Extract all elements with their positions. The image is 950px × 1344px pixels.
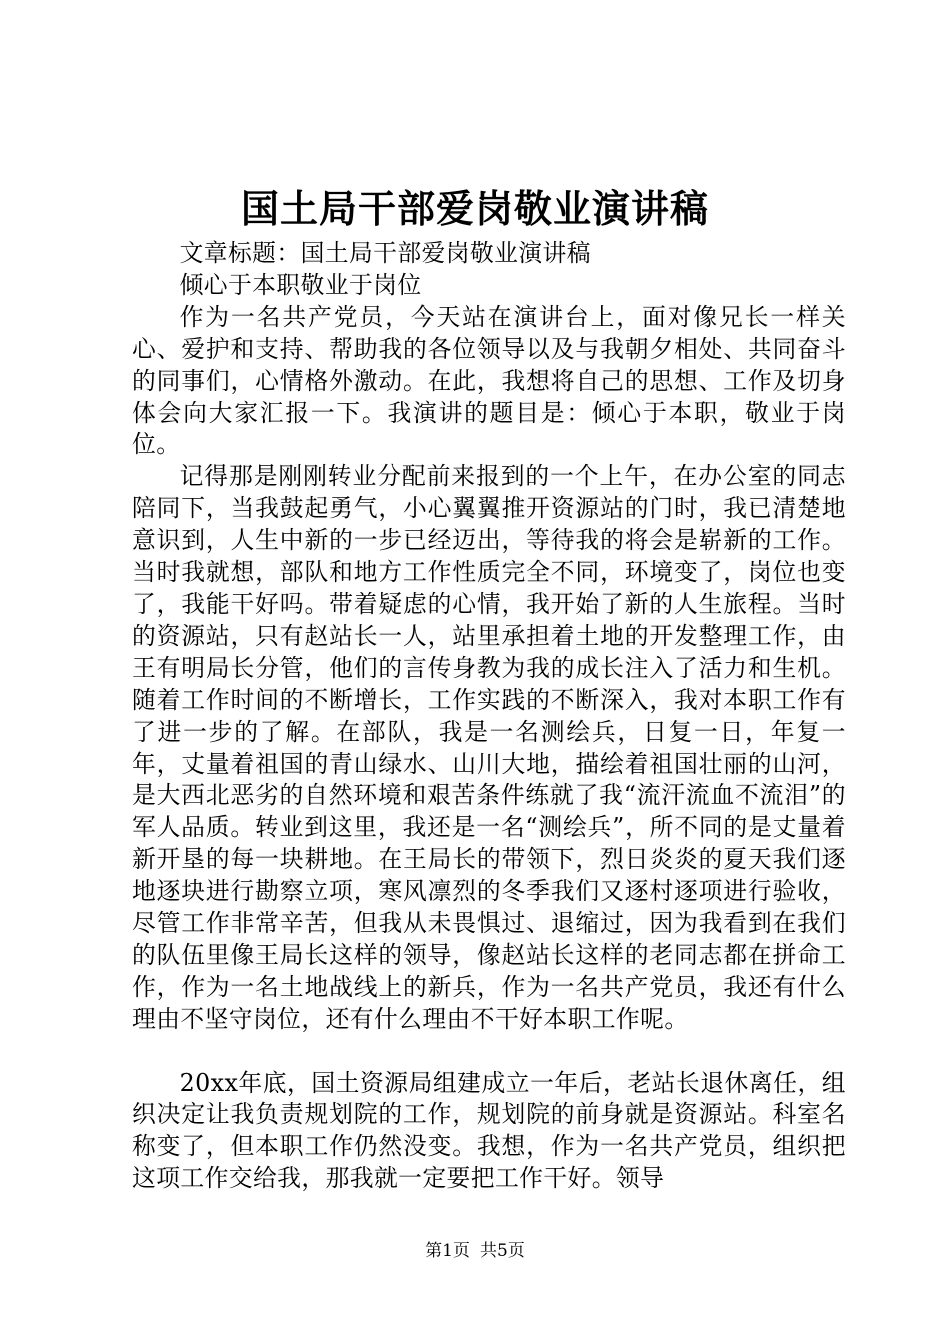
paragraph-memory: 记得那是刚刚转业分配前来报到的一个上午，在办公室的同志陪同下，当我鼓起勇气，小心翼翼推开资源站的门时，我已清楚地意识到，人生中新的一步已经迈出，等待我的将会是崭新的工作。当时我就想，部队和地方工作性质完全不同，环境变了，岗位也变了，我能干好吗。带着疑虑的心情，我开始了新的人生旅程。当时的资源站，只有赵站长一人，站里承担着土地的开发整理工作，由王有明局长分管，他们的言传身教为我的成长注入了活力和生机。随着工作时间的不断增长，工作实践的不断深入，我对本职工作有了进一步的了解。在部队，我是一名测绘兵，日复一日，年复一年，丈量着祖国的青山绿水、山川大地，描绘着祖国壮丽的山河，是大西北恶劣的自然环境和艰苦条件练就了我“流汗流血不流泪”的军人品质。转业到这里，我还是一名“测绘兵”，所不同的是丈量着新开垦的每一块耕地。在王局长的带领下，烈日炎炎的夏天我们逐地逐块进行勘察立项，寒风凛烈的冬季我们又逐村逐项进行验收，尽管工作非常辛苦，但我从未畏惧过、退缩过，因为我看到在我们的队伍里像王局长这样的领导，像赵站长这样的老同志都在拼命工作，作为一名土地战线上的新兵，作为一名共产党员，我还有什么理由不坚守岗位，还有什么理由不干好本职工作呢。 (132, 462, 846, 1033)
document-title: 国土局干部爱岗敬业演讲稿 (240, 186, 709, 231)
paragraph-20xx: 20xx年底，国土资源局组建成立一年后，老站长退休离任，组织决定让我负责规划院的工作，规划院的前身就是资源站。科室名称变了，但本职工作仍然没变。我想，作为一名共产党员，组织把这项工作交给我，那我就一定要把工作干好。领导 (132, 1068, 846, 1193)
paragraph-intro: 作为一名共产党员，今天站在演讲台上，面对像兄长一样关心、爱护和支持、帮助我的各位领导以及与我朝夕相处、共同奋斗的同事们，心情格外激动。在此，我想将自己的思想、工作及切身体会向大家汇报一下。我演讲的题目是：倾心于本职，敬业于岗位。 (132, 302, 846, 459)
page-footer (0, 1240, 950, 1262)
speech-subtitle: 倾心于本职敬业于岗位 (179, 270, 422, 299)
article-title-line: 文章标题：国土局干部爱岗敬业演讲稿 (179, 239, 591, 267)
page-number: 第1页 (425, 1241, 470, 1261)
document-body (132, 238, 846, 1195)
page-total: 共5页 (480, 1241, 525, 1261)
